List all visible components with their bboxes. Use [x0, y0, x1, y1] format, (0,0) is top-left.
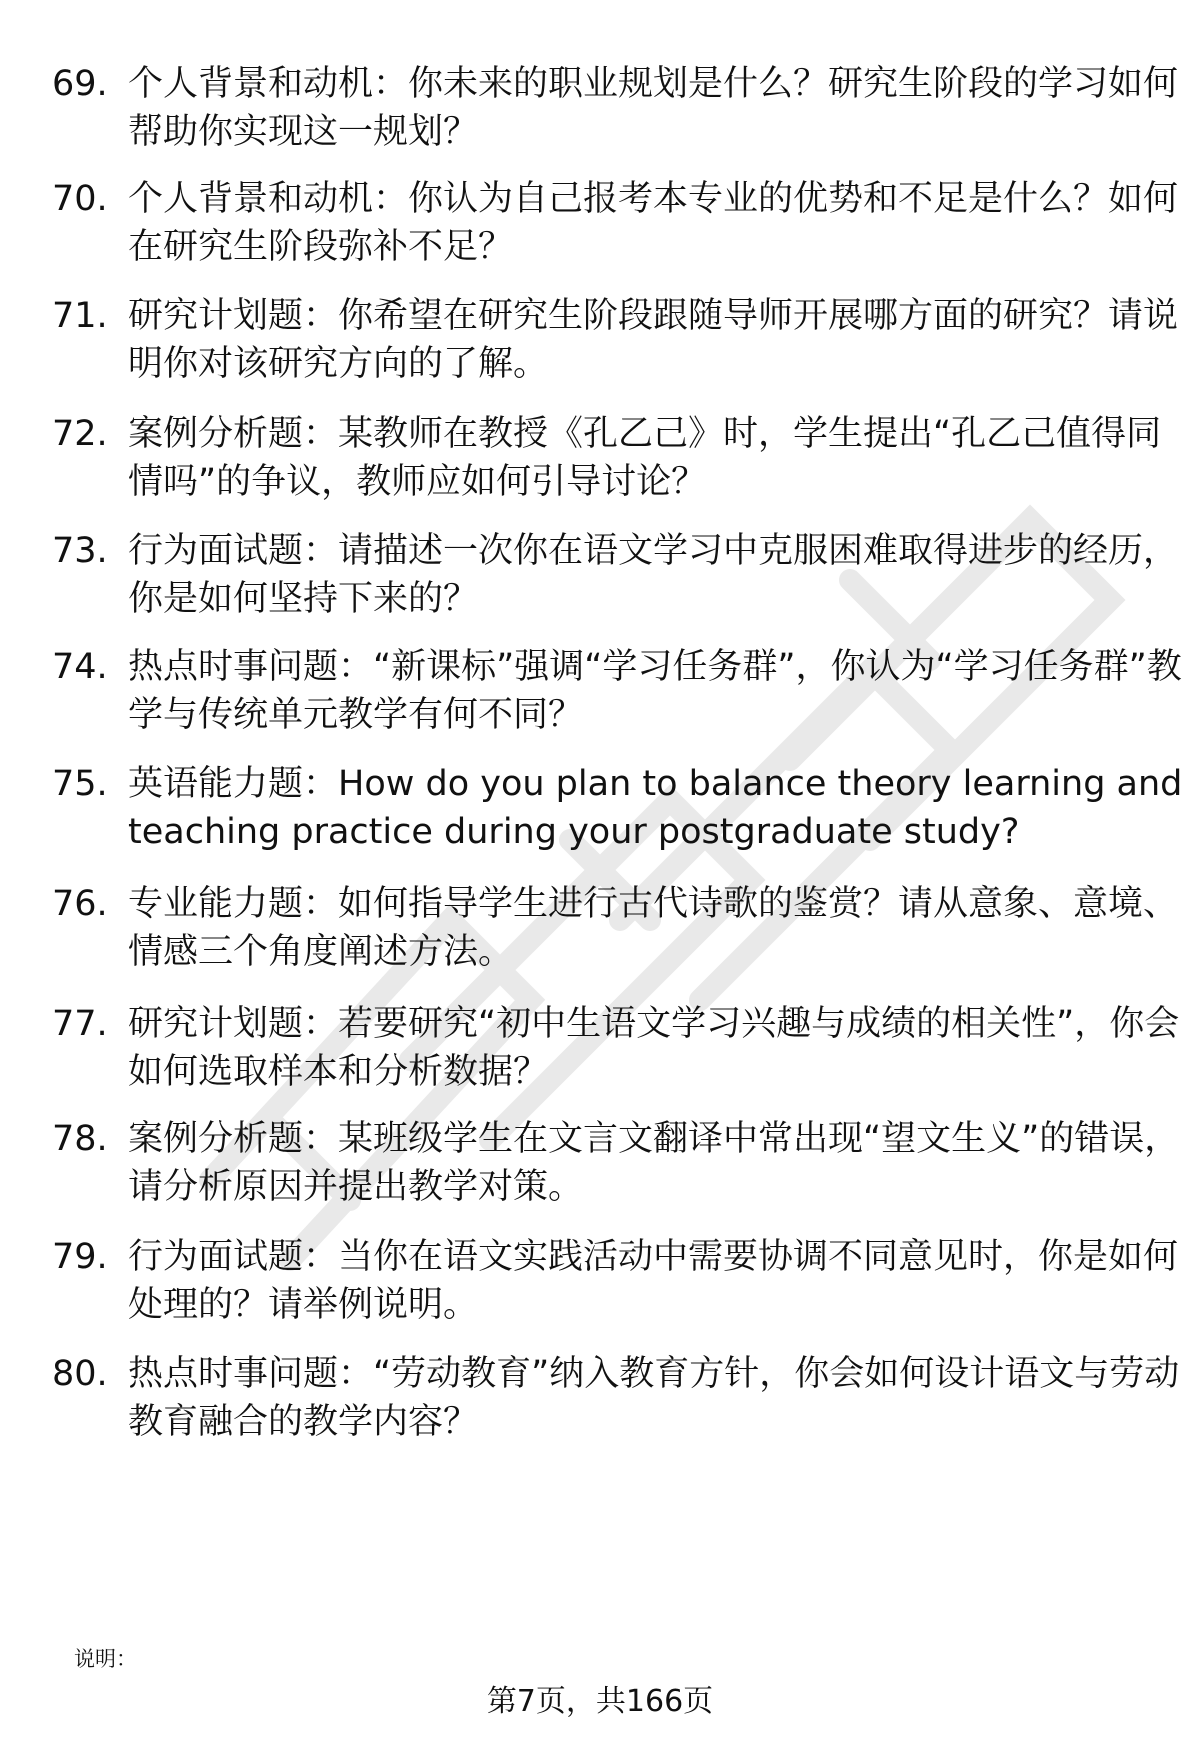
note-label: 说明：	[74, 1647, 137, 1671]
question-text: 热点时事问题：“劳动教育”纳入教育方针，你会如何设计语文与劳动教育融合的教学内容？	[128, 1354, 1180, 1442]
list-item	[52, 60, 1179, 170]
list-item	[52, 1350, 1180, 1460]
question-number: 76.	[52, 884, 108, 924]
question-number: 75.	[52, 764, 108, 804]
question-number: 72.	[52, 414, 108, 454]
question-number: 77.	[52, 1004, 108, 1044]
question-text: 个人背景和动机：你未来的职业规划是什么？研究生阶段的学习如何帮助你实现这一规划？	[128, 64, 1179, 152]
question-number: 70.	[52, 179, 108, 219]
list-item	[52, 1000, 1180, 1110]
list-item	[52, 527, 1179, 637]
question-text: 英语能力题：How do you plan to balance theory learning and teaching practice during your postgraduate study?	[128, 764, 1183, 852]
question-number: 71.	[52, 296, 108, 336]
list-item	[52, 880, 1179, 990]
question-number: 69.	[52, 64, 108, 104]
question-text: 案例分析题：某班级学生在文言文翻译中常出现“望文生义”的错误，请分析原因并提出教学对策。	[128, 1119, 1180, 1207]
question-number: 80.	[52, 1354, 108, 1394]
question-text: 个人背景和动机：你认为自己报考本专业的优势和不足是什么？如何在研究生阶段弥补不足？	[128, 179, 1179, 267]
question-text: 热点时事问题：“新课标”强调“学习任务群”，你认为“学习任务群”教学与传统单元教学有何不同？	[128, 647, 1182, 735]
list-item	[52, 292, 1179, 402]
list-item	[52, 643, 1182, 753]
question-number: 79.	[52, 1237, 108, 1277]
question-number: 78.	[52, 1119, 108, 1159]
list-item	[52, 410, 1162, 520]
page-footer: 第7页，共166页	[486, 1684, 714, 1719]
question-text: 行为面试题：当你在语文实践活动中需要协调不同意见时，你是如何处理的？请举例说明。	[128, 1237, 1179, 1325]
question-text: 研究计划题：你希望在研究生阶段跟随导师开展哪方面的研究？请说明你对该研究方向的了解。	[128, 296, 1179, 384]
question-number: 74.	[52, 647, 108, 687]
question-number: 73.	[52, 531, 108, 571]
question-text: 专业能力题：如何指导学生进行古代诗歌的鉴赏？请从意象、意境、情感三个角度阐述方法。	[128, 884, 1179, 972]
question-text: 研究计划题：若要研究“初中生语文学习兴趣与成绩的相关性”，你会如何选取样本和分析数据？	[128, 1004, 1180, 1092]
list-item	[52, 175, 1179, 285]
list-item	[52, 1233, 1179, 1343]
list-item	[52, 760, 1183, 870]
question-text: 案例分析题：某教师在教授《孔乙己》时，学生提出“孔乙己值得同情吗”的争议，教师应如何引导讨论？	[128, 414, 1162, 502]
list-item	[52, 1115, 1180, 1225]
question-text: 行为面试题：请描述一次你在语文学习中克服困难取得进步的经历，你是如何坚持下来的？	[128, 531, 1179, 619]
